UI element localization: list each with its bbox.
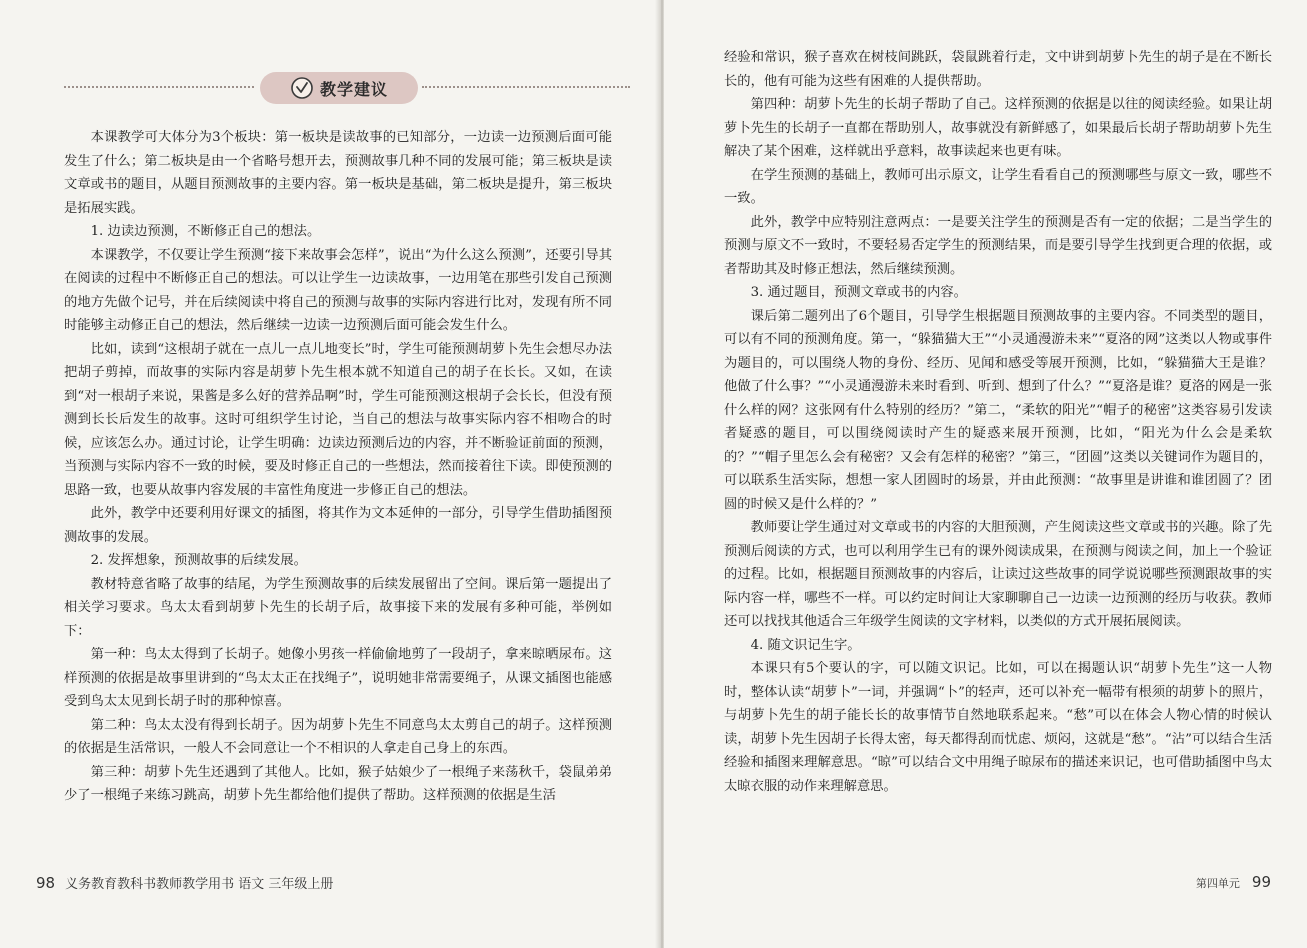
paragraph: 第四种：胡萝卜先生的长胡子帮助了自己。这样预测的依据是以往的阅读经验。如果让胡萝卜先生的长胡子一直都在帮助别人，故事就没有新鲜感了，如果最后长胡子帮助胡萝卜先生解决了某个困难，这样就出乎意料，故事读起来也更有味。: [724, 97, 1272, 159]
paragraph: 比如，读到“这根胡子就在一点儿一点儿地变长”时，学生可能预测胡萝卜先生会想尽办法把胡子剪掉，而故事的实际内容是胡萝卜先生根本就不知道自己的胡子在长长。又如，在读到“对一根胡子来说，果酱是多么好的营养品啊”时，学生可能预测这根胡子会长长，但没有预测到长长后发生的故事。这时可组织学生讨论，当自己的想法与故事实际内容不相吻合的时候，应该怎么办。通过讨论，让学生明确：边读边预测后边的内容，并不断验证前面的预测，当预测与实际内容不一致的时候，要及时修正自己的一些想法，然而接着往下读。即使预测的思路一致，也要从故事内容发展的丰富性角度进一步修正自己的想法。: [64, 341, 612, 498]
page-number: 98: [36, 874, 56, 892]
paragraph: 此外，教学中还要利用好课文的插图，将其作为文本延伸的一部分，引导学生借助插图预测故事的发展。: [64, 506, 612, 545]
page-number: 99: [1251, 873, 1271, 891]
left-footer: [36, 873, 333, 892]
subheading: 2. 发挥想象，预测故事的后续发展。: [90, 553, 307, 568]
book-title: 义务教育教科书教师教学用书 语文 三年级上册: [65, 877, 334, 892]
right-page: [664, 0, 1307, 948]
subheading: 3. 通过题目，预测文章或书的内容。: [750, 285, 967, 300]
paragraph: 本课教学可大体分为3个板块：第一板块是读故事的已知部分，一边读一边预测后面可能发生了什么；第二板块是由一个省略号想开去，预测故事几种不同的发展可能；第三板块是读文章或书的题目，从题目预测故事的主要内容。第一板块是基础，第二板块是提升，第三板块是拓展实践。: [64, 130, 612, 216]
paragraph: 第二种：鸟太太没有得到长胡子。因为胡萝卜先生不同意鸟太太剪自己的胡子。这样预测的依据是生活常识，一般人不会同意让一个不相识的人拿走自己身上的东西。: [64, 717, 612, 756]
header-divider-left: [64, 86, 254, 88]
section-title-pill: [260, 72, 418, 104]
left-page-body: [64, 126, 612, 808]
check-circle-icon: [290, 76, 314, 100]
paragraph: 在学生预测的基础上，教师可出示原文，让学生看看自己的预测哪些与原文一致，哪些不一致。: [724, 167, 1272, 206]
paragraph: 本课教学，不仅要让学生预测“接下来故事会怎样”，说出“为什么这么预测”，还要引导其在阅读的过程中不断修正自己的想法。可以让学生一边读故事，一边用笔在那些引发自己预测的地方先做个记号，并在后续阅读中将自己的预测与故事的实际内容进行比对，发现有所不同时能够主动修正自己的想法，然后继续一边读一边预测后面可能会发生什么。: [64, 247, 612, 333]
paragraph: 教材特意省略了故事的结尾，为学生预测故事的后续发展留出了空间。课后第一题提出了相关学习要求。鸟太太看到胡萝卜先生的长胡子后，故事接下来的发展有多种可能，举例如下：: [64, 576, 612, 639]
paragraph: 此外，教学中应特别注意两点：一是要关注学生的预测是否有一定的依据；二是当学生的预测与原文不一致时，不要轻易否定学生的预测结果，而是要引导学生找到更合理的依据，或者帮助其及时修正想法，然后继续预测。: [724, 214, 1272, 277]
paragraph: 教师要让学生通过对文章或书的内容的大胆预测，产生阅读这些文章或书的兴趣。除了先预测后阅读的方式，也可以利用学生已有的课外阅读成果，在预测与阅读之间，加上一个验证的过程。比如，根据题目预测故事的内容后，让读过这些故事的同学说说哪些预测跟故事的实际内容一样，哪些不一样。可以约定时间让大家聊聊自己一边读一边预测的经历与收获。教师还可以找找其他适合三年级学生阅读的文字材料，以类似的方式开展拓展阅读。: [724, 520, 1272, 629]
subheading: 1. 边读边预测，不断修正自己的想法。: [90, 224, 321, 239]
paragraph-continued: 经验和常识，猴子喜欢在树枝间跳跃，袋鼠跳着行走，文中讲到胡萝卜先生的胡子是在不断长长的，他有可能为这些有困难的人提供帮助。: [724, 50, 1272, 89]
section-title: 教学建议: [320, 79, 389, 99]
unit-label: 第四单元: [1195, 877, 1240, 890]
paragraph: 第三种：胡萝卜先生还遇到了其他人。比如，猴子姑娘少了一根绳子来荡秋千，袋鼠弟弟少了一根绳子来练习跳高，胡萝卜先生都给他们提供了帮助。这样预测的依据是生活: [64, 764, 612, 803]
header-divider-right: [422, 86, 630, 88]
right-page-body: [724, 46, 1272, 798]
subheading: 4. 随文识记生字。: [750, 637, 861, 653]
paragraph: 课后第二题列出了6个题目，引导学生根据题目预测故事的主要内容。不同类型的题目，可以有不同的预测角度。第一，“躲猫猫大王”“小灵通漫游未来”“夏洛的网”这类以人物或事件为题目的，可以围绕人物的身份、经历、见闻和感受等展开预测，比如，“躲猫猫大王是谁？他做了什么事？”“小灵通漫游未来时看到、听到、想到了什么？”“夏洛是谁？夏洛的网是一张什么样的网？这张网有什么特别的经历？”第二，“柔软的阳光”“帽子的秘密”这类容易引发读者疑惑的题目，可以围绕阅读时产生的疑惑来展开预测，比如，“阳光为什么会是柔软的？”“帽子里怎么会有秘密？又会有怎样的秘密？”第三，“团圆”这类以关键词作为题目的，可以联系生活实际，想想一家人团圆时的场景，并由此预测：“故事里是讲谁和谁团圆了？团圆的时候又是什么样的？”: [724, 308, 1272, 512]
paragraph: 本课只有5个要认的字，可以随文识记。比如，可以在揭题认识“胡萝卜先生”这一人物时，整体认读“胡萝卜”一词，并强调“卜”的轻声，还可以补充一幅带有根须的胡萝卜的照片，与胡萝卜先生的胡子能长长的故事情节自然地联系起来。“愁”可以在体会人物心情的时候认读，胡萝卜先生因胡子长得太密，每天都得刮而忧虑、烦闷，这就是“愁”。“沾”可以结合生活经验和插图来理解意思。“晾”可以结合文中用绳子晾尿布的描述来识记，也可借助插图中鸟太太晾衣服的动作来理解意思。: [724, 661, 1272, 794]
right-footer: [1196, 873, 1271, 891]
section-header: [64, 72, 630, 108]
paragraph: 第一种：鸟太太得到了长胡子。她像小男孩一样偷偷地剪了一段胡子，拿来晾晒尿布。这样预测的依据是故事里讲到的“鸟太太正在找绳子”，说明她非常需要绳子，从课文插图也能感受到鸟太太见到长胡子时的那种惊喜。: [64, 647, 612, 709]
